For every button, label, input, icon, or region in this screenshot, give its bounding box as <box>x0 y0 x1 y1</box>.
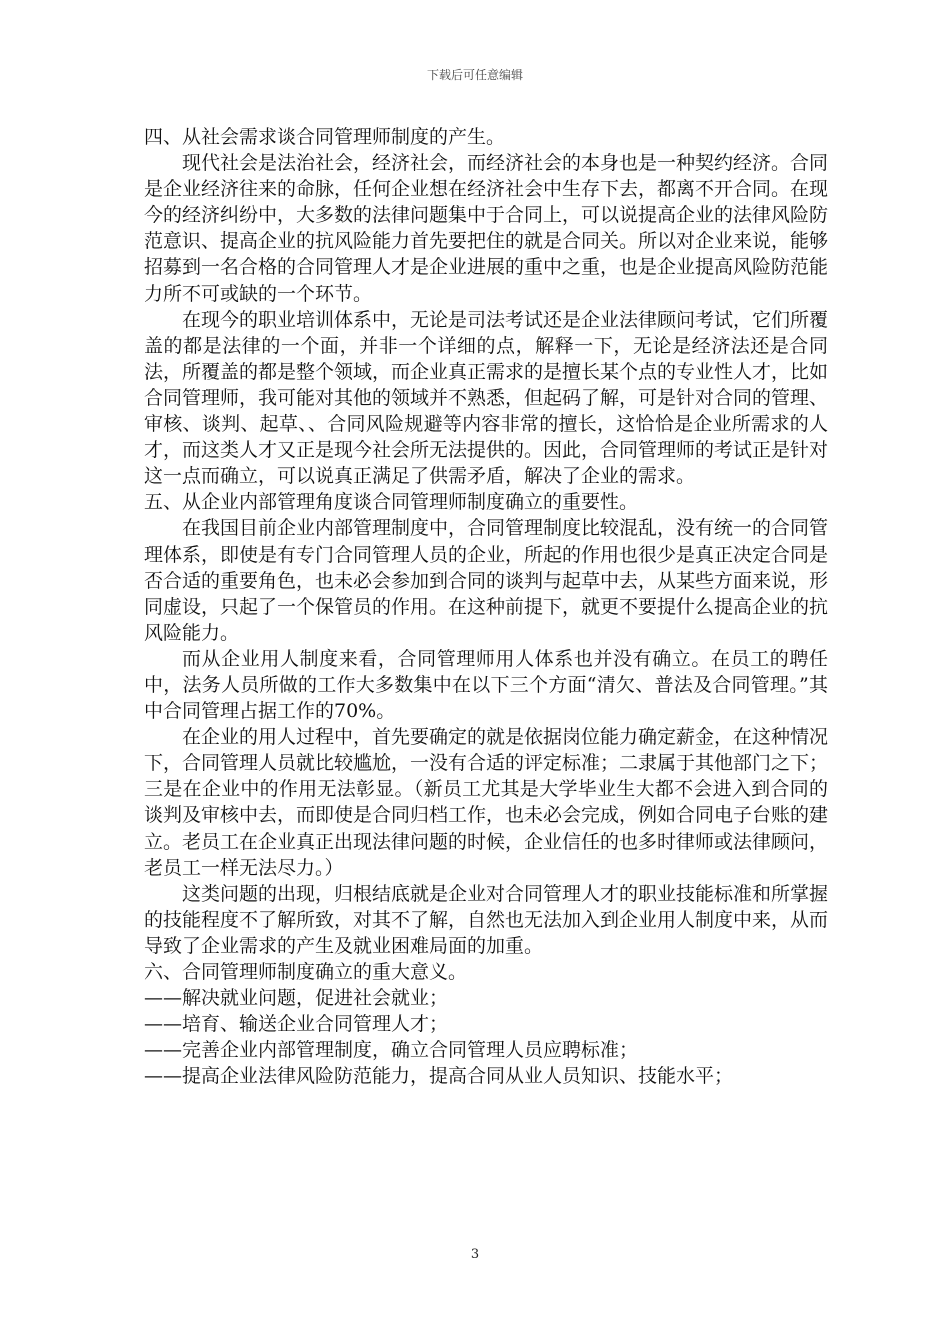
section-heading-4: 四、从社会需求谈合同管理师制度的产生。 <box>144 126 506 148</box>
document-body <box>144 124 828 1089</box>
body-paragraph: 在现今的职业培训体系中，无论是司法考试还是企业法律顾问考试，它们所覆盖的都是法律的一个面，并非一个详细的点，解释一下，无论是经济法还是合同法，所覆盖的都是整个领域，而企业真正需求的是擅长某个点的专业性人才，比如合同管理师，我可能对其他的领域并不熟悉，但起码了解，可是针对合同的管理、审核、谈判、起草、、合同风险规避等内容非常的擅长，这恰恰是企业所需求的人才，而这类人才又正是现今社会所无法提供的。因此，合同管理师的考试正是针对这一点而确立，可以说真正满足了供需矛盾，解决了企业的需求。 <box>144 308 829 488</box>
list-item: ——完善企业内部管理制度，确立合同管理人员应聘标准； <box>144 1039 639 1062</box>
body-paragraph: 在我国目前企业内部管理制度中，合同管理制度比较混乱，没有统一的合同管理体系，即使是有专门合同管理人员的企业，所起的作用也很少是真正决定合同是否合适的重要角色，也未必会参加到合同的谈判与起草中去，从某些方面来说，形同虚设，只起了一个保管员的作用。在这种前提下，就更不要提什么提高企业的抗风险能力。 <box>144 517 829 644</box>
list-item: ——提高企业法律风险防范能力，提高合同从业人员知识、技能水平； <box>144 1065 734 1088</box>
list-item: ——解决就业问题，促进社会就业； <box>144 987 449 1010</box>
page-number: 3 <box>470 1247 480 1262</box>
page-header: 下载后可任意编辑 <box>426 68 523 82</box>
list-item: ——培育、输送企业合同管理人才； <box>144 1013 449 1036</box>
section-heading-6: 六、合同管理师制度确立的重大意义。 <box>144 961 468 983</box>
section-heading-5: 五、从企业内部管理角度谈合同管理师制度确立的重要性。 <box>144 491 639 514</box>
body-paragraph: 这类问题的出现，归根结底就是企业对合同管理人才的职业技能标准和所掌握的技能程度不了解所致，对其不了解，自然也无法加入到企业用人制度中来，从而导致了企业需求的产生及就业困难局面的加重。 <box>144 882 829 957</box>
body-paragraph: 而从企业用人制度来看，合同管理师用人体系也并没有确立。在员工的聘任中，法务人员所做的工作大多数集中在以下三个方面“清欠、普法及合同管理。”其中合同管理占据工作的70%。 <box>144 647 828 723</box>
body-paragraph: 现代社会是法治社会，经济社会，而经济社会的本身也是一种契约经济。合同是企业经济往来的命脉，任何企业想在经济社会中生存下去，都离不开合同。在现今的经济纠纷中，大多数的法律问题集中于合同上，可以说提高企业的法律风险防范意识、提高企业的抗风险能力首先要把住的就是合同关。所以对企业来说，能够招募到一名合格的合同管理人才是企业进展的重中之重，也是企业提高风险防范能力所不可或缺的一个环节。 <box>144 152 829 305</box>
body-paragraph: 在企业的用人过程中，首先要确定的就是依据岗位能力确定薪金，在这种情况下，合同管理人员就比较尴尬，一没有合适的评定标准；二隶属于其他部门之下；三是在企业中的作用无法彰显。（新员工尤其是大学毕业生大都不会进入到合同的谈判及审核中去，而即使是合同归档工作，也未必会完成，例如合同电子台账的建立。老员工在企业真正出现法律问题的时候，企业信任的也多时律师或法律顾问，老员工一样无法尽力。） <box>144 726 829 879</box>
